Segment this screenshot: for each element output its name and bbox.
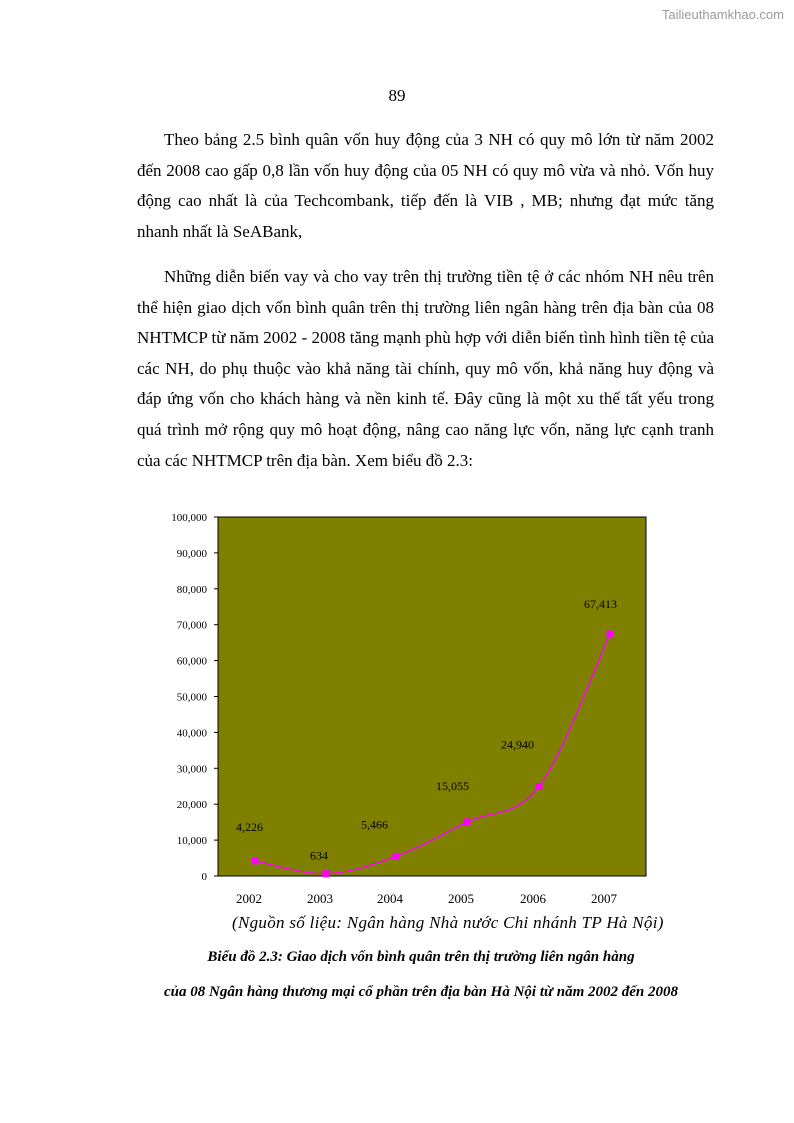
data-label-2002: 4,226 [236,819,263,834]
y-tick-label: 0 [201,871,207,883]
y-tick-label: 90,000 [176,547,207,560]
data-label-2005: 15,055 [436,778,469,793]
data-label-2003: 634 [310,848,328,863]
y-tick-label: 100,000 [171,512,207,524]
paragraph-2: Những diễn biến vay và cho vay trên thị trường tiền tệ ở các nhóm NH nêu trên thể hiện giao dịch vốn bình quân trên thị trường liên ngân hàng trên địa bàn của 08 NHTMCP từ năm 2002 - 2008 tăng mạnh phù hợp với diễn biến tình hình tiền tệ của các NH, do phụ thuộc vào khả năng tài chính, quy mô vốn, khả năng huy động và đáp ứng vốn cho khách hàng và nền kinh tế. Đây cũng là một xu thế tất yếu trong quá trình mở rộng quy mô hoạt động, nâng cao năng lực vốn, năng lực cạnh tranh của các NHTMCP trên địa bàn. Xem biểu đồ 2.3: [137,267,714,470]
data-label-2006: 24,940 [501,737,534,752]
y-tick-label: 20,000 [176,799,207,812]
data-point-2004 [393,853,400,860]
paragraph-1: Theo bảng 2.5 bình quân vốn huy động của 3 NH có quy mô lớn từ năm 2002 đến 2008 cao gấp 0,8 lần vốn huy động của 05 NH có quy mô vừa và nhỏ. Vốn huy động cao nhất là của Techcombank, tiếp đến là VIB , MB; nhưng đạt mức tăng nhanh nhất là SeABank, [137,130,714,241]
source-note: (Nguồn số liệu: Ngân hàng Nhà nước Chi nhánh TP Hà Nội) [232,913,664,932]
y-tick-label: 50,000 [176,691,207,704]
y-tick-label: 70,000 [176,619,207,632]
page-number: 89 [388,86,406,105]
chart-caption-line-1: Biểu đồ 2.3: Giao dịch vốn bình quân trên thị trường liên ngân hàng [207,949,635,965]
x-tick-label: 2002 [236,891,262,906]
y-tick-label: 10,000 [176,835,207,848]
data-label-2007: 67,413 [584,596,617,611]
data-point-2007 [607,630,614,637]
x-tick-label: 2004 [377,891,403,906]
data-point-2006 [536,783,543,790]
data-point-2003 [323,870,330,877]
plot-area [218,517,646,876]
watermark: Tailieuthamkhao.com [661,7,784,22]
x-tick-label: 2005 [448,891,474,906]
data-label-2004: 5,466 [361,817,388,832]
y-tick-label: 40,000 [176,727,207,740]
x-tick-label: 2003 [307,891,333,906]
data-point-2005 [464,818,471,825]
chart-caption-line-2: của 08 Ngân hàng thương mại cổ phần trên địa bàn Hà Nội từ năm 2002 đến 2008 [163,984,679,1000]
y-tick-label: 60,000 [176,655,207,668]
y-tick-label: 80,000 [176,583,207,596]
x-tick-label: 2007 [591,891,617,906]
data-point-2002 [252,857,259,864]
x-tick-label: 2006 [520,891,546,906]
y-tick-label: 30,000 [176,763,207,776]
